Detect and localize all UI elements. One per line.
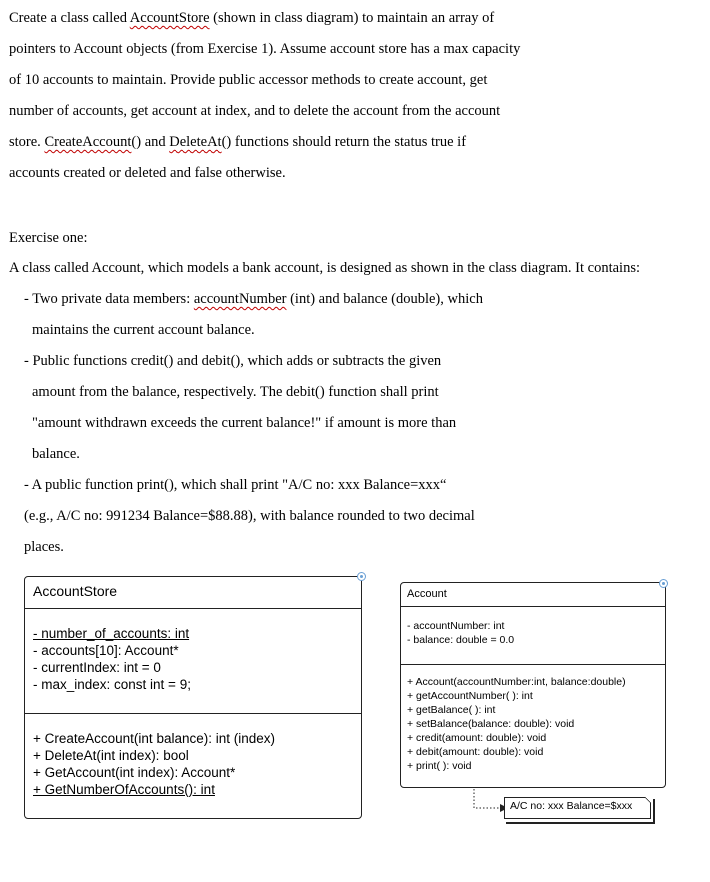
- account-methods-divider: [401, 664, 665, 665]
- bullet-3-line-3: places.: [24, 539, 64, 555]
- intro-line-1-pre: Create a class called: [9, 10, 130, 26]
- intro-line-2: pointers to Account objects (from Exercise 1). Assume account store has a max capacity: [9, 41, 521, 57]
- bullet-1-line-1: [24, 290, 483, 308]
- account-method-7: + print( ): void: [407, 760, 472, 772]
- print-format-note: A/C no: xxx Balance=$xxx: [504, 797, 651, 819]
- accountstore-method-3: + GetAccount(int index): Account*: [33, 765, 236, 780]
- accountstore-attr-4: - max_index: const int = 9;: [33, 677, 191, 692]
- bullet-3-line-2: (e.g., A/C no: 991234 Balance=$88.88), with balance rounded to two decimal: [24, 508, 475, 524]
- bullet-2-line-1: - Public functions credit() and debit(), which adds or subtracts the given: [24, 353, 442, 369]
- accountstore-method-1: + CreateAccount(int balance): int (index): [33, 731, 275, 746]
- accountstore-method-2: + DeleteAt(int index): bool: [33, 748, 189, 763]
- account-attr-2: - balance: double = 0.0: [407, 634, 515, 646]
- intro-line-5: [9, 133, 466, 151]
- bullet-1-pre: - Two private data members:: [24, 291, 194, 307]
- accountstore-attributes-divider: [25, 608, 361, 609]
- account-class-box: [400, 582, 666, 788]
- account-class-name: Account: [407, 588, 447, 600]
- exercise-heading: Exercise one:: [9, 230, 88, 246]
- account-method-5: + credit(amount: double): void: [407, 732, 547, 744]
- intro-line-1-post: (shown in class diagram) to maintain an array of: [209, 10, 495, 26]
- accountstore-class-box: [24, 576, 362, 819]
- bullet-2-line-4: balance.: [32, 446, 80, 462]
- intro-line-1: [9, 9, 494, 27]
- accountstore-methods-divider: [25, 713, 361, 714]
- createaccount-word: CreateAccount: [44, 134, 132, 150]
- intro-line-5-pre: store.: [9, 134, 45, 150]
- intro-line-5-post: () functions should return the status true if: [221, 134, 467, 150]
- bullet-2-line-3: "amount withdrawn exceeds the current balance!" if amount is more than: [32, 415, 457, 431]
- accountstore-method-4: + GetNumberOfAccounts(): int: [33, 782, 215, 797]
- exercise-intro: A class called Account, which models a bank account, is designed as shown in the class diagram. It contains:: [9, 260, 640, 276]
- account-method-2: + getAccountNumber( ): int: [407, 690, 533, 702]
- deleteat-word: DeleteAt: [169, 134, 222, 150]
- bullet-1-post: (int) and balance (double), which: [286, 291, 483, 307]
- bullet-2-line-2: amount from the balance, respectively. The debit() function shall print: [32, 384, 439, 400]
- accountstore-attr-2: - accounts[10]: Account*: [33, 643, 179, 658]
- account-method-3: + getBalance( ): int: [407, 704, 496, 716]
- account-attributes-divider: [401, 606, 665, 607]
- account-method-1: + Account(accountNumber:int, balance:double): [407, 676, 626, 688]
- account-link-handle[interactable]: [659, 579, 668, 588]
- accountstore-attr-1: - number_of_accounts: int: [33, 626, 190, 641]
- account-method-4: + setBalance(balance: double): void: [407, 718, 575, 730]
- intro-line-5-mid: () and: [131, 134, 170, 150]
- intro-line-6: accounts created or deleted and false otherwise.: [9, 165, 286, 181]
- accountstore-word: AccountStore: [129, 10, 210, 26]
- accountnumber-word: accountNumber: [193, 291, 287, 307]
- accountstore-class-name: AccountStore: [33, 583, 118, 599]
- bullet-3-line-1: - A public function print(), which shall print "A/C no: xxx Balance=xxx“: [24, 477, 447, 493]
- accountstore-attr-3: - currentIndex: int = 0: [33, 660, 161, 675]
- account-attr-1: - accountNumber: int: [407, 620, 505, 632]
- note-connector-line: [474, 789, 500, 808]
- intro-line-3: of 10 accounts to maintain. Provide public accessor methods to create account, get: [9, 72, 488, 88]
- bullet-1-line-2: maintains the current account balance.: [32, 322, 255, 338]
- intro-line-4: number of accounts, get account at index, and to delete the account from the account: [9, 103, 501, 119]
- account-method-6: + debit(amount: double): void: [407, 746, 544, 758]
- accountstore-link-handle[interactable]: [357, 572, 366, 581]
